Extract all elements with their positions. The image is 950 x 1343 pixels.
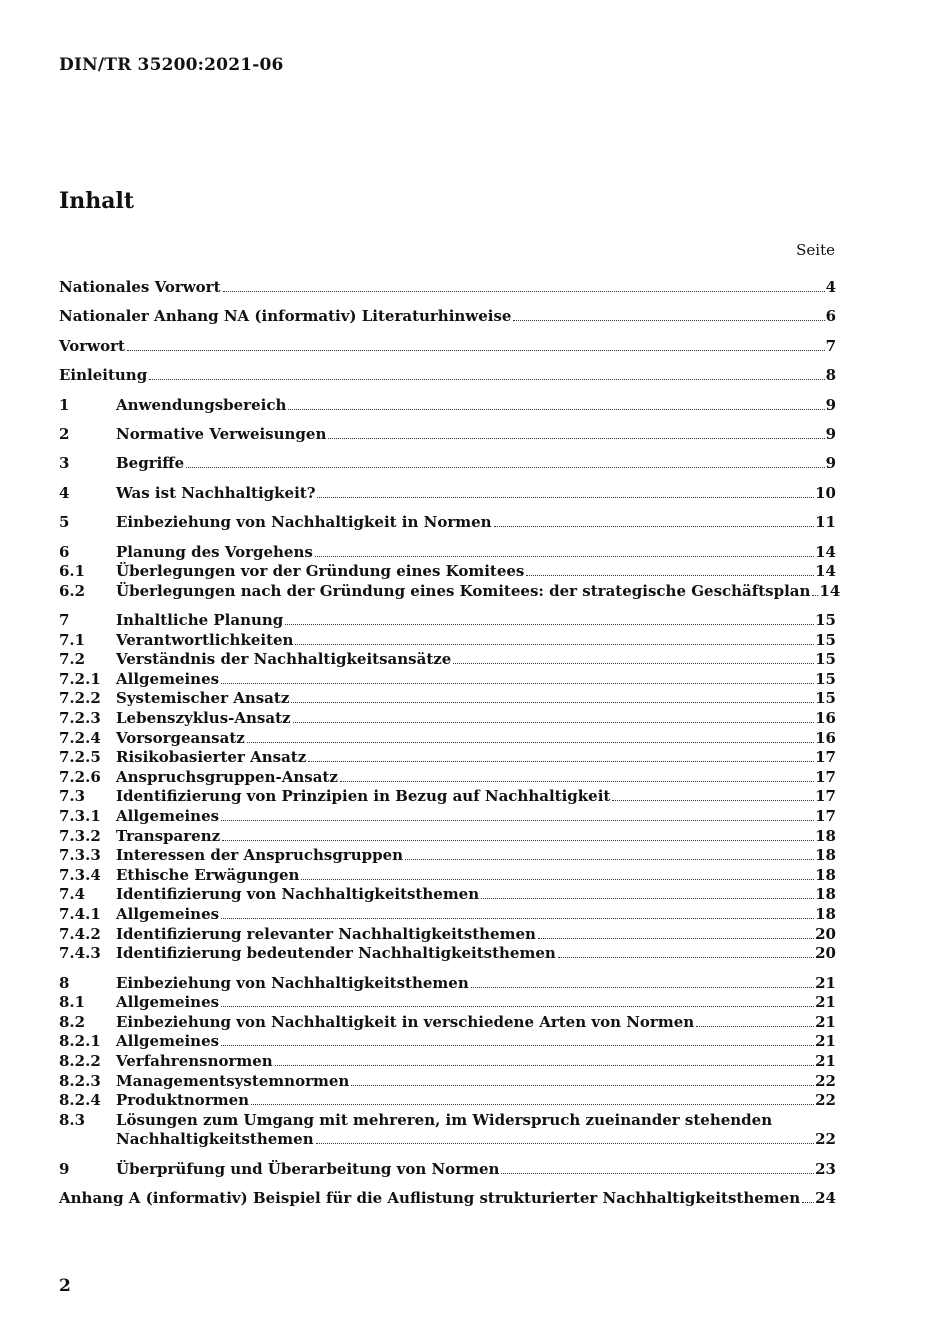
toc-entry-page: 16 — [815, 728, 836, 747]
toc-entry[interactable] — [59, 1052, 836, 1072]
toc-dot-leader — [453, 663, 814, 664]
toc-entry-title: Identifizierung von Nachhaltigkeitsthemen — [116, 885, 480, 904]
toc-entry-title: Einbeziehung von Nachhaltigkeit in verschiedene Arten von Normen — [116, 1012, 695, 1031]
toc-entry-number: 7.2.1 — [59, 669, 101, 688]
toc-entry-page: 15 — [815, 650, 836, 669]
toc-entry-page: 18 — [815, 826, 836, 845]
toc-dot-leader — [340, 781, 814, 782]
toc-entry[interactable] — [59, 543, 836, 563]
toc-entry[interactable] — [59, 611, 836, 631]
toc-entry-page: 18 — [815, 885, 836, 904]
toc-dot-leader — [558, 957, 814, 958]
toc-entry-page: 21 — [815, 1012, 836, 1031]
toc-entry-page: 8 — [825, 366, 836, 385]
page-number: 2 — [59, 1276, 71, 1296]
page-column-label: Seite — [796, 241, 835, 259]
toc-entry[interactable] — [59, 484, 836, 504]
toc-entry-number: 7.4 — [59, 885, 86, 904]
toc-entry-number: 7.2.4 — [59, 728, 101, 747]
toc-entry-page: 6 — [825, 307, 836, 326]
toc-entry-title: Interessen der Anspruchsgruppen — [116, 846, 404, 865]
toc-entry[interactable] — [59, 278, 836, 298]
toc-entry[interactable] — [59, 1189, 836, 1209]
toc-dot-leader — [301, 879, 814, 880]
toc-entry[interactable] — [59, 993, 836, 1013]
toc-entry[interactable] — [59, 670, 836, 690]
toc-entry-page: 20 — [815, 944, 836, 963]
toc-dot-leader — [526, 575, 814, 576]
toc-entry-number: 8.2.4 — [59, 1091, 101, 1110]
toc-entry-page: 9 — [825, 395, 836, 414]
toc-entry-number: 7.2.6 — [59, 767, 101, 786]
toc-entry[interactable] — [59, 650, 836, 670]
toc-entry-number: 8.2.1 — [59, 1032, 101, 1051]
toc-dot-leader — [222, 840, 814, 841]
toc-entry-number: 8.2.3 — [59, 1071, 101, 1090]
toc-entry-number: 3 — [59, 454, 70, 473]
toc-entry-number: 5 — [59, 513, 70, 532]
toc-entry-title: Einbeziehung von Nachhaltigkeit in Normen — [116, 513, 492, 532]
toc-dot-leader — [612, 800, 814, 801]
table-of-contents — [59, 278, 841, 1209]
toc-entry-title: Anspruchsgruppen-Ansatz — [116, 767, 338, 786]
toc-entry-page: 18 — [815, 865, 836, 884]
toc-dot-leader — [247, 742, 814, 743]
toc-entry[interactable] — [59, 562, 836, 582]
toc-entry[interactable] — [59, 846, 836, 866]
toc-dot-leader — [293, 722, 815, 723]
toc-dot-leader — [291, 702, 814, 703]
toc-entry-title: Normative Verweisungen — [116, 424, 327, 443]
toc-dot-leader — [288, 409, 824, 410]
toc-entry-number: 7.3.3 — [59, 846, 101, 865]
toc-entry-page: 15 — [815, 630, 836, 649]
toc-entry-title: Vorwort — [59, 336, 125, 355]
toc-entry-title: Allgemeines — [116, 669, 220, 688]
toc-entry-title: Managementsystemnormen — [116, 1071, 350, 1090]
toc-dot-leader — [221, 1045, 814, 1046]
toc-entry-number: 7.3.1 — [59, 807, 101, 826]
toc-entry[interactable] — [59, 974, 836, 994]
toc-entry[interactable] — [59, 366, 836, 386]
toc-entry-page: 21 — [815, 993, 836, 1012]
toc-entry-page: 17 — [815, 787, 836, 806]
toc-dot-leader — [538, 938, 814, 939]
toc-entry-title: Was ist Nachhaltigkeit? — [116, 483, 316, 502]
toc-dot-leader — [221, 918, 814, 919]
toc-entry-number: 7.1 — [59, 630, 86, 649]
toc-entry-number: 8 — [59, 973, 70, 992]
toc-entry[interactable] — [59, 337, 836, 357]
toc-entry-title: Einleitung — [59, 366, 148, 385]
toc-entry-page: 4 — [825, 278, 836, 296]
toc-entry-page: 17 — [815, 748, 836, 767]
toc-entry-number: 4 — [59, 483, 70, 502]
toc-entry-number: 8.1 — [59, 993, 86, 1012]
toc-entry[interactable] — [59, 866, 836, 886]
toc-entry-page: 22 — [815, 1130, 836, 1149]
toc-entry-page: 14 — [815, 542, 836, 561]
toc-entry[interactable] — [59, 827, 836, 847]
toc-entry-title: Begriffe — [116, 454, 185, 473]
toc-entry-title: Verantwortlichkeiten — [116, 630, 294, 649]
toc-entry-number: 6.1 — [59, 562, 86, 581]
toc-entry-title: Identifizierung bedeutender Nachhaltigkeitsthemen — [116, 944, 556, 963]
toc-entry-page: 22 — [815, 1091, 836, 1110]
toc-entry[interactable] — [59, 925, 836, 945]
toc-entry[interactable] — [59, 787, 836, 807]
toc-entry-page: 24 — [815, 1189, 836, 1208]
toc-dot-leader — [328, 438, 824, 439]
toc-entry[interactable] — [59, 944, 836, 964]
toc-dot-leader — [513, 320, 824, 321]
toc-dot-leader — [812, 595, 818, 596]
toc-entry[interactable] — [59, 1160, 836, 1180]
toc-entry-page: 14 — [819, 581, 841, 600]
toc-entry-title: Allgemeines — [116, 1032, 220, 1051]
toc-entry-title: Nationales Vorwort — [59, 278, 221, 296]
toc-dot-leader — [501, 1173, 814, 1174]
toc-entry-page: 9 — [825, 454, 836, 473]
toc-entry-number: 7.2 — [59, 650, 86, 669]
toc-entry-title: Verfahrensnormen — [116, 1051, 273, 1070]
toc-entry[interactable] — [59, 689, 836, 709]
toc-dot-leader — [481, 898, 814, 899]
toc-entry-title: Allgemeines — [116, 993, 220, 1012]
toc-entry-number: 7.2.2 — [59, 689, 101, 708]
toc-entry-title: Allgemeines — [116, 905, 220, 923]
toc-entry-page: 17 — [815, 807, 836, 826]
toc-entry[interactable] — [59, 807, 836, 827]
toc-entry-number: 7 — [59, 611, 70, 630]
toc-entry-title: Überprüfung und Überarbeitung von Normen — [116, 1159, 500, 1178]
toc-entry[interactable] — [59, 885, 836, 905]
toc-entry-page: 11 — [815, 513, 836, 532]
toc-dot-leader — [149, 379, 824, 380]
toc-dot-leader — [316, 1143, 815, 1144]
toc-entry-page: 23 — [815, 1159, 836, 1178]
toc-entry[interactable] — [59, 1072, 836, 1092]
toc-entry-number: 7.4.3 — [59, 944, 101, 963]
toc-entry-number: 7.3 — [59, 787, 86, 806]
toc-entry-title: Anwendungsbereich — [116, 395, 287, 414]
toc-entry-number: 7.2.5 — [59, 748, 101, 767]
toc-entry-page: 21 — [815, 973, 836, 992]
toc-dot-leader — [471, 987, 814, 988]
toc-entry-number: 1 — [59, 395, 70, 414]
toc-entry[interactable] — [59, 709, 836, 729]
toc-entry-page: 21 — [815, 1051, 836, 1070]
toc-entry-page: 16 — [815, 709, 836, 728]
toc-entry-page: 15 — [815, 669, 836, 688]
toc-entry-number: 7.4.2 — [59, 924, 101, 943]
toc-entry[interactable] — [59, 748, 836, 768]
toc-dot-leader — [251, 1104, 814, 1105]
toc-entry-number: 7.2.3 — [59, 709, 101, 728]
toc-entry-title: Einbeziehung von Nachhaltigkeitsthemen — [116, 973, 469, 992]
toc-entry-page: 20 — [815, 924, 836, 943]
toc-entry[interactable] — [59, 768, 836, 788]
toc-entry-page: 9 — [825, 424, 836, 443]
toc-entry-title: Lösungen zum Umgang mit mehreren, im Widerspruch zueinander stehenden — [116, 1110, 773, 1129]
toc-entry-number: 6.2 — [59, 581, 86, 600]
toc-entry[interactable] — [59, 1091, 836, 1111]
toc-entry-number: 2 — [59, 424, 70, 443]
toc-entry[interactable] — [59, 905, 836, 925]
toc-entry-number: 7.3.2 — [59, 826, 101, 845]
toc-entry-page: 18 — [815, 905, 836, 923]
toc-entry-title: Risikobasierter Ansatz — [116, 748, 307, 767]
toc-entry-title: Produktnormen — [116, 1091, 250, 1110]
page-title: Inhalt — [59, 188, 135, 214]
toc-entry[interactable] — [59, 729, 836, 749]
toc-entry-title: Nationaler Anhang NA (informativ) Literaturhinweise — [59, 307, 512, 326]
toc-entry-title: Überlegungen vor der Gründung eines Komitees — [116, 562, 525, 581]
toc-dot-leader — [285, 624, 814, 625]
toc-entry[interactable] — [59, 1013, 836, 1033]
toc-entry-page: 22 — [815, 1071, 836, 1090]
toc-entry[interactable] — [59, 581, 841, 602]
toc-entry-title: Ethische Erwägungen — [116, 865, 300, 884]
toc-dot-leader — [315, 556, 814, 557]
toc-entry[interactable] — [59, 307, 836, 327]
toc-entry[interactable] — [59, 631, 836, 651]
toc-dot-leader — [221, 820, 814, 821]
toc-entry-title: Transparenz — [116, 826, 221, 845]
toc-dot-leader — [295, 644, 814, 645]
toc-entry-title: Allgemeines — [116, 807, 220, 826]
toc-dot-leader — [223, 291, 825, 292]
toc-entry-title: Systemischer Ansatz — [116, 689, 290, 708]
toc-entry-page: 7 — [825, 336, 836, 355]
toc-entry-title: Nachhaltigkeitsthemen — [116, 1130, 314, 1149]
toc-entry-page: 17 — [815, 767, 836, 786]
toc-dot-leader — [494, 526, 815, 527]
toc-entry-title: Verständnis der Nachhaltigkeitsansätze — [116, 650, 452, 669]
toc-entry-number: 6 — [59, 542, 70, 561]
toc-dot-leader — [308, 761, 814, 762]
toc-entry[interactable] — [59, 425, 836, 445]
document-id: DIN/TR 35200:2021-06 — [59, 55, 284, 75]
toc-entry-title: Lebenszyklus-Ansatz — [116, 709, 291, 728]
toc-entry[interactable] — [59, 513, 836, 533]
toc-entry-number: 8.3 — [59, 1110, 86, 1129]
toc-dot-leader — [351, 1085, 814, 1086]
toc-entry-number: 8.2 — [59, 1012, 86, 1031]
toc-dot-leader — [696, 1026, 814, 1027]
toc-entry-title: Vorsorgeansatz — [116, 728, 245, 747]
toc-entry[interactable] — [59, 1032, 836, 1052]
toc-entry-title: Identifizierung relevanter Nachhaltigkeitsthemen — [116, 924, 536, 943]
toc-entry-title: Identifizierung von Prinzipien in Bezug auf Nachhaltigkeit — [116, 787, 611, 806]
toc-entry-page: 14 — [815, 562, 836, 581]
toc-entry-title: Inhaltliche Planung — [116, 611, 284, 630]
toc-entry-number: 7.4.1 — [59, 905, 101, 923]
toc-entry-page: 15 — [815, 611, 836, 630]
toc-entry-page: 15 — [815, 689, 836, 708]
toc-entry-page: 21 — [815, 1032, 836, 1051]
toc-entry-title: Anhang A (informativ) Beispiel für die Auflistung strukturierter Nachhaltigkeitsthemen — [59, 1189, 801, 1208]
toc-dot-leader — [127, 350, 825, 351]
toc-dot-leader — [317, 497, 814, 498]
toc-dot-leader — [221, 683, 814, 684]
toc-dot-leader — [186, 467, 824, 468]
toc-entry[interactable] — [59, 396, 836, 416]
toc-entry[interactable] — [59, 454, 836, 474]
toc-dot-leader — [802, 1202, 814, 1203]
toc-dot-leader — [275, 1065, 814, 1066]
toc-dot-leader — [405, 859, 814, 860]
toc-entry-title: Planung des Vorgehens — [116, 542, 313, 561]
toc-entry-page: 18 — [815, 846, 836, 865]
toc-entry[interactable] — [59, 1130, 836, 1150]
toc-entry-number: 7.3.4 — [59, 865, 101, 884]
toc-entry-title: Überlegungen nach der Gründung eines Komitees: der strategische Geschäftsplan — [116, 581, 811, 600]
toc-entry-number: 9 — [59, 1159, 70, 1178]
toc-entry-page: 10 — [815, 483, 836, 502]
toc-dot-leader — [221, 1006, 814, 1007]
toc-entry[interactable] — [59, 1111, 836, 1131]
toc-entry-number: 8.2.2 — [59, 1051, 101, 1070]
